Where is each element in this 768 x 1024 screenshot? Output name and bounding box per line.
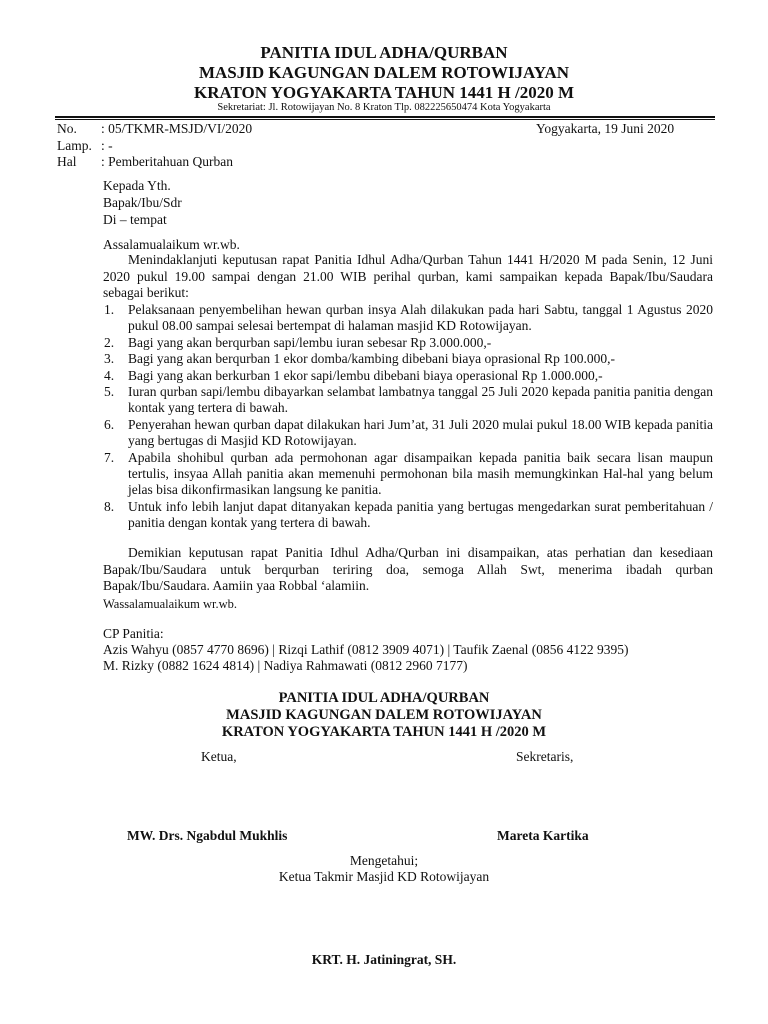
number-value: : 05/TKMR-MSJD/VI/2020 [101, 121, 253, 136]
list-item-text: Untuk info lebih lanjut dapat ditanyakan kepada panitia yang bertugas mengedarkan surat pemberitahuan / panitia dengan kontak yang tertera di bawah. [128, 498, 713, 531]
greeting: Assalamualaikum wr.wb. [103, 237, 240, 252]
list-item [103, 302, 713, 335]
list-item-number: 4. [104, 367, 115, 383]
list-item-text: Penyerahan hewan qurban dapat dilakukan hari Jum’at, 31 Juli 2020 mulai pukul 18.00 WIB kepada panitia yang bertugas di Masjid KD Rotowijayan. [128, 416, 713, 449]
list-item-number: 2. [104, 334, 115, 350]
secretary-title: Sekretaris, [516, 749, 574, 764]
attachment-value: : - [101, 138, 113, 153]
announcement-list [103, 302, 713, 532]
farewell: Wassalamualaikum wr.wb. [103, 597, 238, 611]
chair-name: MW. Drs. Ngabdul Mukhlis [127, 828, 288, 843]
chair-title: Ketua, [201, 749, 237, 764]
list-item-text: Pelaksanaan penyembelihan hewan qurban insya Alah dilakukan pada hari Sabtu, tanggal 1 Agustus 2020 pukul 08.00 sampai selesai bertempat di halaman masjid KD Rotowijayan. [128, 302, 713, 334]
list-item-text: Bagi yang akan berqurban sapi/lembu iuran sebesar Rp 3.000.000,- [128, 334, 492, 350]
contact-label: CP Panitia: [103, 626, 164, 641]
acknowledge-label: Mengetahui; [349, 853, 419, 868]
list-item [103, 499, 713, 532]
list-item [103, 417, 713, 450]
list-item [103, 351, 713, 367]
closing-paragraph: Demikian keputusan rapat Panitia Idhul Adha/Qurban ini disampaikan, atas perhatian dan kesediaan Bapak/Ibu/Saudara untuk berqurban teriring doa, semoga Allah Swt, menerima ibadah qurban Bapak/Ibu/Saudara. Aamiin yaa Robbal ‘alamiin. [103, 545, 713, 594]
letterhead-divider [55, 116, 715, 118]
attachment-label: Lamp. [57, 138, 92, 153]
recipient-line-1: Kepada Yth. [103, 178, 171, 193]
list-item-number: 8. [104, 498, 115, 514]
contact-line-1: Azis Wahyu (0857 4770 8696) | Rizqi Lathif (0812 3909 4071) | Taufik Zaenal (0856 4122 9395) [103, 642, 629, 657]
intro-paragraph: Menindaklanjuti keputusan rapat Panitia Idhul Adha/Qurban Tahun 1441 H/2020 M pada Senin, 12 Juni 2020 pukul 19.00 sampai dengan 21.00 WIB perihal qurban, kami sampaikan kepada Bapak/Ibu/Saudara sebagai berikut: [103, 252, 713, 301]
letterhead-kraton: KRATON YOGYAKARTA TAHUN 1441 H /2020 M [193, 83, 575, 102]
subject-value: : Pemberitahuan Qurban [101, 154, 233, 169]
list-item-number: 3. [104, 351, 115, 367]
list-item [103, 450, 713, 499]
list-item-number: 7. [104, 449, 115, 465]
list-item-number: 5. [104, 384, 115, 400]
subject-label: Hal [57, 154, 77, 169]
letterhead-mosque: MASJID KAGUNGAN DALEM ROTOWIJAYAN [198, 63, 570, 82]
number-label: No. [57, 121, 77, 136]
footer-committee-title: PANITIA IDUL ADHA/QURBAN [278, 690, 490, 706]
secretary-name: Mareta Kartika [497, 828, 589, 843]
footer-mosque: MASJID KAGUNGAN DALEM ROTOWIJAYAN [226, 707, 542, 723]
list-item [103, 335, 713, 351]
takmir-title: Ketua Takmir Masjid KD Rotowijayan [278, 869, 490, 884]
list-item-number: 1. [104, 302, 115, 317]
place-date: Yogyakarta, 19 Juni 2020 [536, 121, 675, 136]
list-item-number: 6. [104, 416, 115, 432]
letterhead-title: PANITIA IDUL ADHA/QURBAN [260, 43, 508, 62]
footer-kraton: KRATON YOGYAKARTA TAHUN 1441 H /2020 M [221, 724, 547, 740]
list-item-text: Apabila shohibul qurban ada permohonan agar disampaikan kepada panitia baik secara lisan maupun tertulis, insyaa Allah panitia akan memenuhi permohonan bila masih memungkinkan Hal-hal yang belum jelas bisa dikonfirmasikan langsung ke panitia. [128, 449, 713, 498]
list-item-text: Iuran qurban sapi/lembu dibayarkan selambat lambatnya tanggal 25 Juli 2020 kepada panitia panitia dengan kontak yang tertera di bawah. [128, 384, 713, 416]
recipient-line-3: Di – tempat [103, 212, 167, 227]
letterhead-address: Sekretariat: Jl. Rotowijayan No. 8 Kraton Tlp. 082225650474 Kota Yogyakarta [217, 102, 551, 113]
takmir-name: KRT. H. Jatiningrat, SH. [311, 952, 457, 967]
list-item-text: Bagi yang akan berqurban 1 ekor domba/kambing dibebani biaya oprasional Rp 100.000,- [128, 351, 616, 367]
contact-line-2: M. Rizky (0882 1624 4814) | Nadiya Rahmawati (0812 2960 7177) [103, 658, 468, 673]
list-item [103, 384, 713, 417]
recipient-line-2: Bapak/Ibu/Sdr [103, 195, 182, 210]
list-item [103, 368, 713, 384]
list-item-text: Bagi yang akan berkurban 1 ekor sapi/lembu dibebani biaya operasional Rp 1.000.000,- [128, 367, 603, 383]
